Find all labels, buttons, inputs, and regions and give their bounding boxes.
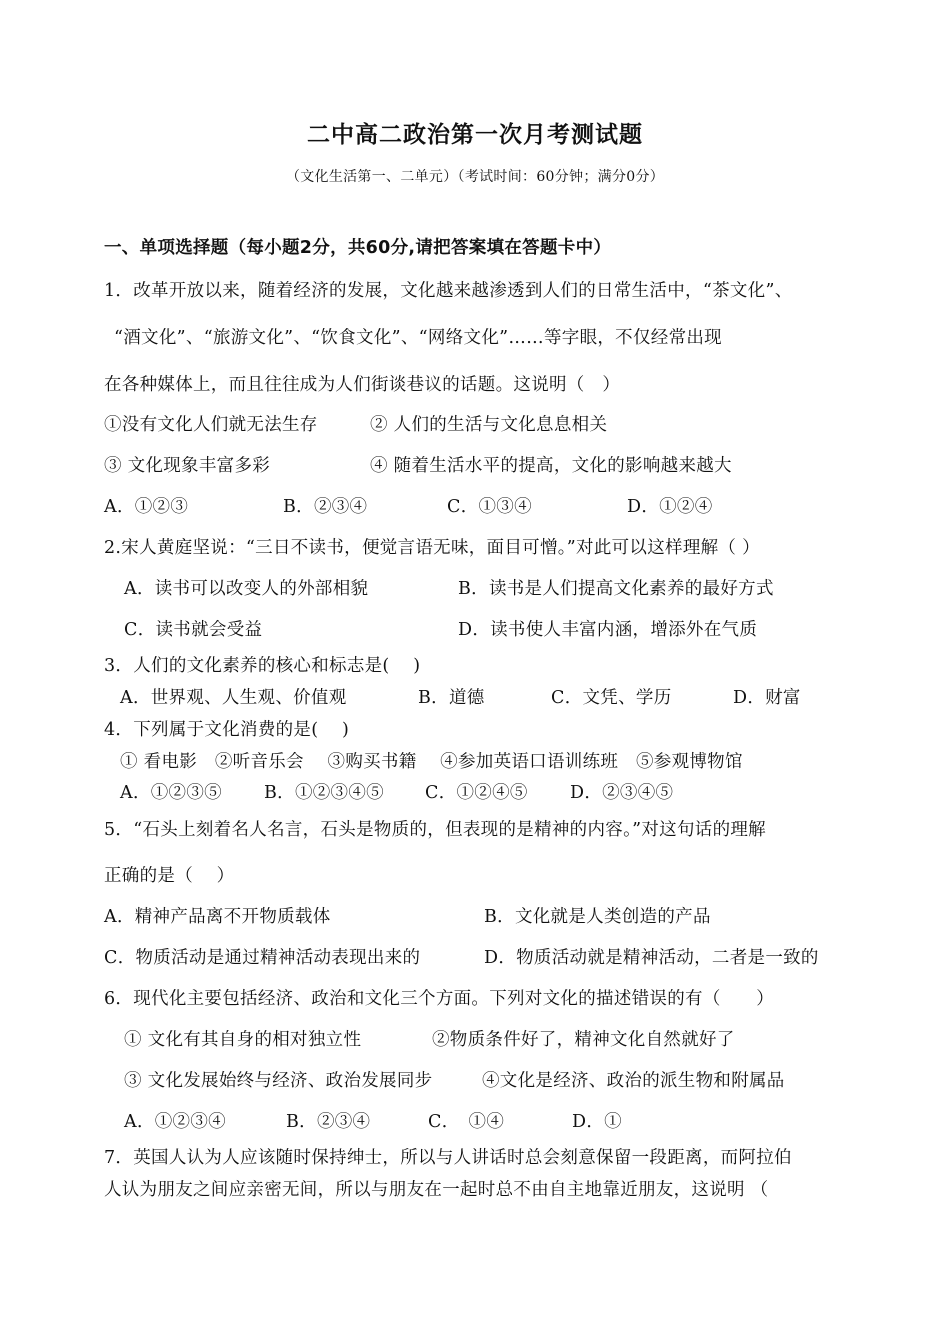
q5-line2: 正确的是（ ）: [104, 866, 235, 886]
q4-option-d: D．②③④⑤: [570, 783, 674, 803]
q6-stem: 6．现代化主要包括经济、政治和文化三个方面。下列对文化的描述错误的有（ ）: [104, 989, 775, 1009]
q2-option-c: C．读书就会受益: [124, 620, 263, 640]
q6-option-a: A．①②③④: [124, 1112, 226, 1132]
q5-option-b: B．文化就是人类创造的产品: [484, 907, 711, 927]
q1-line2: “酒文化”、“旅游文化”、“饮食文化”、“网络文化”……等字眼，不仅经常出现: [114, 328, 722, 348]
q4-stem: 4．下列属于文化消费的是( ): [104, 720, 350, 740]
q5-option-d: D．物质活动就是精神活动，二者是一致的: [484, 948, 819, 968]
q6-option-b: B．②③④: [286, 1112, 371, 1132]
q2-stem: 2.宋人黄庭坚说：“三日不读书，便觉言语无味，面目可憎。”对此可以这样理解（ ）: [104, 538, 760, 558]
q6-option-c: C． ①④: [428, 1112, 505, 1132]
q4-items: ① 看电影 ②听音乐会 ③购买书籍 ④参加英语口语训练班 ⑤参观博物馆: [120, 752, 743, 772]
q4-option-c: C．①②④⑤: [425, 783, 528, 803]
q6-statement-3: ③ 文化发展始终与经济、政治发展同步: [124, 1071, 433, 1091]
q1-line1: 1．改革开放以来，随着经济的发展，文化越来越渗透到人们的日常生活中，“茶文化”、: [104, 281, 793, 301]
q3-option-b: B．道德: [418, 688, 485, 708]
q3-option-a: A．世界观、人生观、价值观: [120, 688, 347, 708]
q2-option-d: D．读书使人丰富内涵，增添外在气质: [458, 620, 758, 640]
q1-statement-3: ③ 文化现象丰富多彩: [104, 456, 271, 476]
q6-statement-2: ②物质条件好了，精神文化自然就好了: [432, 1030, 735, 1050]
q6-statement-1: ① 文化有其自身的相对独立性: [124, 1030, 362, 1050]
q1-statement-2: ② 人们的生活与文化息息相关: [370, 415, 608, 435]
q1-option-d: D．①②④: [627, 497, 713, 517]
q7-line1: 7．英国人认为人应该随时保持绅士，所以与人讲话时总会刻意保留一段距离，而阿拉伯: [104, 1148, 792, 1168]
q1-line3: 在各种媒体上，而且往往成为人们街谈巷议的话题。这说明（ ）: [104, 375, 621, 395]
q1-statement-4: ④ 随着生活水平的提高，文化的影响越来越大: [370, 456, 732, 476]
section-heading: 一、单项选择题（每小题2分，共60分,请把答案填在答题卡中）: [104, 238, 612, 258]
q5-option-a: A．精神产品离不开物质载体: [104, 907, 331, 927]
q6-option-d: D．①: [572, 1112, 622, 1132]
q4-option-a: A．①②③⑤: [120, 783, 222, 803]
q7-line2: 人认为朋友之间应亲密无间，所以与朋友在一起时总不由自主地靠近朋友，这说明 （: [104, 1180, 769, 1200]
exam-title: 二中高二政治第一次月考测试题: [307, 122, 643, 148]
q1-statement-1: ①没有文化人们就无法生存: [104, 415, 318, 435]
exam-subtitle: （文化生活第一、二单元）（考试时间：60分钟；满分0分）: [285, 169, 665, 185]
q1-option-b: B．②③④: [283, 497, 368, 517]
q1-option-c: C．①③④: [447, 497, 532, 517]
q3-option-c: C．文凭、学历: [551, 688, 672, 708]
q4-option-b: B．①②③④⑤: [264, 783, 384, 803]
q5-option-c: C．物质活动是通过精神活动表现出来的: [104, 948, 421, 968]
q2-option-b: B．读书是人们提高文化素养的最好方式: [458, 579, 774, 599]
q6-statement-4: ④文化是经济、政治的派生物和附属品: [482, 1071, 785, 1091]
q1-option-a: A．①②③: [104, 497, 189, 517]
q5-line1: 5．“石头上刻着名人名言，石头是物质的，但表现的是精神的内容。”对这句话的理解: [104, 820, 766, 840]
q3-stem: 3．人们的文化素养的核心和标志是( ): [104, 656, 421, 676]
q3-option-d: D．财富: [733, 688, 801, 708]
q2-option-a: A．读书可以改变人的外部相貌: [124, 579, 369, 599]
